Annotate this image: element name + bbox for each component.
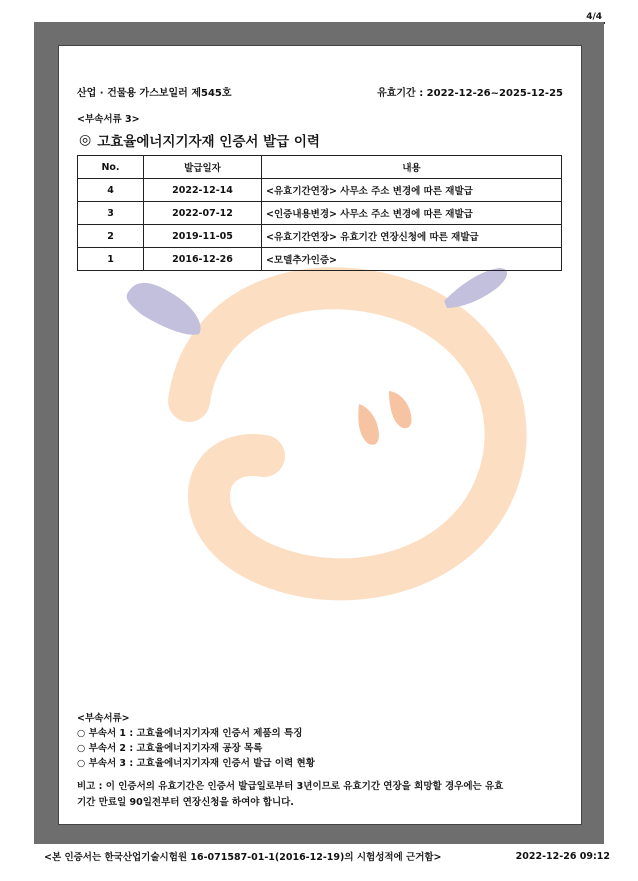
remarks-line-1: 비고 : 이 인증서의 유효기간은 인증서 발급일로부터 3년이므로 유효기간 연장을 희망할 경우에는 유효 bbox=[77, 781, 504, 792]
certificate-number: 산업 · 건물용 가스보일러 제545호 bbox=[77, 88, 232, 99]
validity-period: 유효기간 : 2022-12-26~2025-12-25 bbox=[377, 88, 563, 99]
column-header-no: No. bbox=[78, 156, 144, 179]
section-title bbox=[79, 130, 320, 150]
remarks-note bbox=[77, 779, 567, 811]
remarks-line-2: 기간 만료일 90일전부터 연장신청을 하여야 합니다. bbox=[77, 797, 294, 808]
table-row bbox=[78, 179, 562, 202]
cell-date: 2022-12-14 bbox=[144, 179, 262, 202]
watermark-drop-1 bbox=[358, 404, 379, 445]
cell-content: <유효기간연장> 유효기간 연장신청에 따른 재발급 bbox=[262, 225, 562, 248]
cell-no: 2 bbox=[78, 225, 144, 248]
table-row bbox=[78, 248, 562, 271]
watermark-purple-left bbox=[127, 283, 201, 335]
issuance-history-table bbox=[77, 155, 562, 271]
footer-datetime: 2022-12-26 09:12 bbox=[515, 851, 610, 862]
cell-content: <인증내용변경> 사무소 주소 변경에 따른 재발급 bbox=[262, 202, 562, 225]
column-header-date: 발급일자 bbox=[144, 156, 262, 179]
list-item: ○ 부속서 2 : 고효율에너지기자재 공장 목록 bbox=[77, 743, 263, 754]
table-row bbox=[78, 225, 562, 248]
cell-date: 2022-07-12 bbox=[144, 202, 262, 225]
section-title-text: 고효율에너지기자재 인증서 발급 이력 bbox=[97, 134, 320, 150]
attachments-list bbox=[77, 711, 315, 771]
table-row bbox=[78, 202, 562, 225]
annex-label: <부속서류 3> bbox=[77, 114, 140, 125]
certificate-sheet bbox=[58, 45, 582, 825]
cell-content: <유효기간연장> 사무소 주소 변경에 따른 재발급 bbox=[262, 179, 562, 202]
cell-date: 2016-12-26 bbox=[144, 248, 262, 271]
bullseye-icon: ◎ bbox=[79, 132, 92, 148]
cell-no: 3 bbox=[78, 202, 144, 225]
page-number: 4/4 bbox=[586, 12, 602, 22]
list-item: ○ 부속서 3 : 고효율에너지기자재 인증서 발급 이력 현황 bbox=[77, 758, 315, 769]
cell-no: 1 bbox=[78, 248, 144, 271]
cell-no: 4 bbox=[78, 179, 144, 202]
footer-basis-note: <본 인증서는 한국산업기술시험원 16-071587-01-1(2016-12-19)의 시험성적에 근거함> bbox=[44, 852, 442, 863]
table-header-row bbox=[78, 156, 562, 179]
list-item: ○ 부속서 1 : 고효율에너지기자재 인증서 제품의 특징 bbox=[77, 728, 303, 739]
watermark-drop-2 bbox=[389, 391, 411, 428]
watermark-purple-right bbox=[444, 268, 507, 308]
cell-date: 2019-11-05 bbox=[144, 225, 262, 248]
column-header-content: 내용 bbox=[262, 156, 562, 179]
attachments-heading: <부속서류> bbox=[77, 713, 130, 724]
watermark-ring bbox=[189, 288, 506, 579]
cell-content: <모델추가인증> bbox=[262, 248, 562, 271]
